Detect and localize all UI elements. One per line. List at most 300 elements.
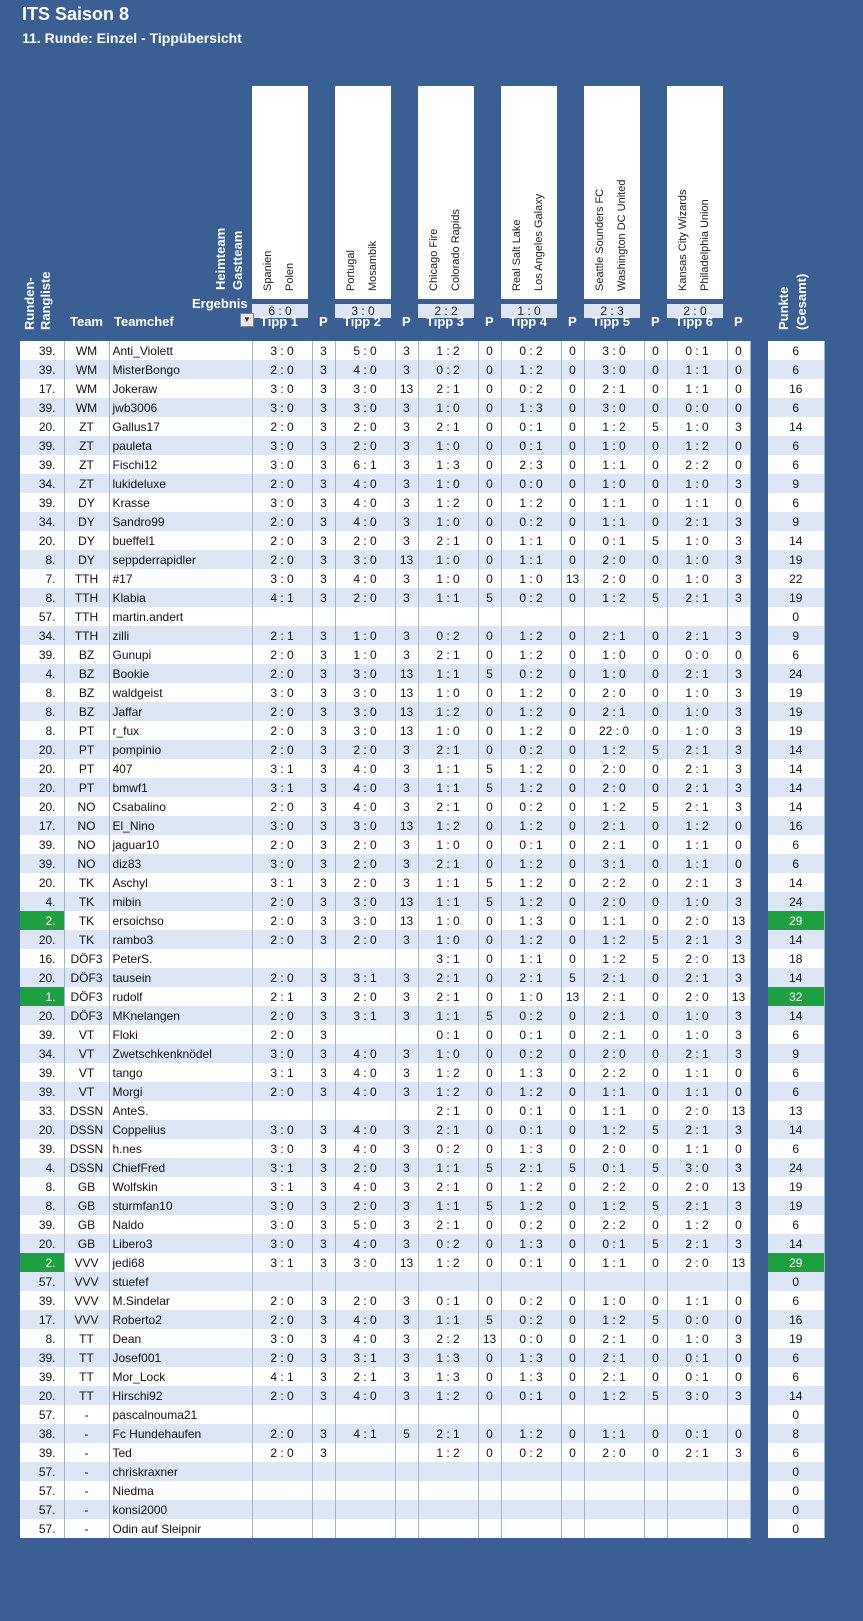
total-points-cell: 14 — [768, 797, 824, 816]
tip-cell: 3 — [312, 512, 335, 531]
total-points-cell: 14 — [768, 1120, 824, 1139]
match-header — [667, 86, 723, 299]
table-row — [20, 550, 824, 569]
table-row — [20, 854, 824, 873]
points-cell: 1 : 3 — [501, 398, 561, 417]
team-cell: GB — [64, 1177, 109, 1196]
table-row — [20, 816, 824, 835]
tip-cell: 3 — [727, 626, 750, 645]
total-points-cell: 14 — [768, 873, 824, 892]
points-cell: 2 : 0 — [252, 1291, 312, 1310]
tip-cell: 0 — [478, 379, 501, 398]
points-cell: 1 : 0 — [335, 626, 395, 645]
tip-cell: 0 — [644, 1424, 667, 1443]
points-cell: 3 : 1 — [335, 968, 395, 987]
points-cell: 1 : 0 — [667, 417, 727, 436]
teamchef-cell: Dean — [109, 1329, 252, 1348]
points-cell: 1 : 2 — [501, 360, 561, 379]
points-cell: 2 : 0 — [252, 512, 312, 531]
points-cell — [252, 1481, 312, 1500]
rank-cell: 8. — [20, 721, 64, 740]
points-cell: 2 : 0 — [335, 873, 395, 892]
tip-cell: 0 — [561, 1367, 584, 1386]
tip-cell: 5 — [644, 930, 667, 949]
tip-column-header: Tipp 1 — [260, 314, 299, 329]
tip-cell: 0 — [644, 493, 667, 512]
points-cell: 1 : 1 — [584, 1082, 644, 1101]
team-cell: - — [64, 1443, 109, 1462]
points-cell: 2 : 1 — [418, 1101, 478, 1120]
points-cell: 1 : 1 — [418, 759, 478, 778]
tip-cell — [644, 1500, 667, 1519]
tip-cell: 3 — [312, 588, 335, 607]
teamchef-cell: rudolf — [109, 987, 252, 1006]
points-cell: 1 : 0 — [667, 721, 727, 740]
tip-cell: 0 — [478, 1215, 501, 1234]
teamchef-cell: ChiefFred — [109, 1158, 252, 1177]
tip-cell: 3 — [395, 835, 418, 854]
points-cell: 0 : 1 — [584, 1158, 644, 1177]
tip-cell: 13 — [395, 683, 418, 702]
home-team: Seattle Sounders FC — [594, 188, 606, 291]
teamchef-cell: Sandro99 — [109, 512, 252, 531]
total-points-cell: 14 — [768, 740, 824, 759]
tip-cell: 5 — [395, 1424, 418, 1443]
tip-cell: 3 — [312, 683, 335, 702]
teamchef-cell: Jaffar — [109, 702, 252, 721]
dropdown-arrow-icon[interactable]: ▼ — [240, 313, 254, 327]
rank-cell: 8. — [20, 702, 64, 721]
tip-cell: 0 — [478, 702, 501, 721]
points-cell: 4 : 0 — [335, 1177, 395, 1196]
points-cell — [584, 1272, 644, 1291]
tip-cell: 3 — [312, 1044, 335, 1063]
tip-cell: 3 — [395, 531, 418, 550]
tip-cell: 3 — [395, 1329, 418, 1348]
tip-cell: 3 — [395, 1139, 418, 1158]
tip-cell: 3 — [727, 1386, 750, 1405]
column-gap — [750, 1386, 768, 1405]
points-cell — [252, 1405, 312, 1424]
tip-cell: 0 — [561, 474, 584, 493]
tip-cell: 3 — [395, 512, 418, 531]
points-cell: 2 : 2 — [418, 1329, 478, 1348]
teamchef-cell: rambo3 — [109, 930, 252, 949]
points-cell: 2 : 1 — [667, 759, 727, 778]
tip-cell: 3 — [312, 759, 335, 778]
total-points-cell: 6 — [768, 1367, 824, 1386]
tip-cell — [312, 1481, 335, 1500]
teamchef-cell: bueffel1 — [109, 531, 252, 550]
points-cell: 1 : 2 — [501, 1082, 561, 1101]
points-cell: 2 : 0 — [667, 1101, 727, 1120]
rank-cell: 20. — [20, 778, 64, 797]
tip-cell: 5 — [478, 1006, 501, 1025]
tip-cell: 13 — [395, 550, 418, 569]
table-row — [20, 1234, 824, 1253]
column-gap — [750, 816, 768, 835]
tip-cell: 3 — [727, 968, 750, 987]
tip-cell: 0 — [561, 759, 584, 778]
tip-cell: 0 — [727, 398, 750, 417]
rank-cell: 20. — [20, 1386, 64, 1405]
points-cell: 2 : 1 — [667, 664, 727, 683]
points-cell: 1 : 2 — [584, 930, 644, 949]
points-cell: 4 : 1 — [335, 1424, 395, 1443]
total-points-cell: 32 — [768, 987, 824, 1006]
tip-cell: 3 — [395, 759, 418, 778]
column-gap — [750, 493, 768, 512]
tip-cell: 0 — [478, 1424, 501, 1443]
tip-cell: 0 — [644, 664, 667, 683]
points-cell: 3 : 0 — [584, 360, 644, 379]
tip-cell: 3 — [727, 417, 750, 436]
teamchef-cell: waldgeist — [109, 683, 252, 702]
tip-cell: 0 — [478, 1386, 501, 1405]
teamchef-cell: Niedma — [109, 1481, 252, 1500]
tip-cell — [644, 1481, 667, 1500]
points-cell: 1 : 2 — [501, 1196, 561, 1215]
column-gap — [750, 740, 768, 759]
team-cell: TK — [64, 930, 109, 949]
points-cell: 3 : 1 — [252, 873, 312, 892]
points-cell: 2 : 0 — [252, 1443, 312, 1462]
points-cell: 4 : 0 — [335, 1139, 395, 1158]
total-points-cell: 14 — [768, 930, 824, 949]
points-cell — [584, 1519, 644, 1538]
points-cell: 2 : 1 — [584, 1367, 644, 1386]
tip-cell: 3 — [312, 645, 335, 664]
match-header — [252, 86, 308, 299]
points-cell: 2 : 0 — [335, 987, 395, 1006]
tip-cell: 13 — [395, 816, 418, 835]
tip-cell: 3 — [395, 778, 418, 797]
rank-cell: 17. — [20, 816, 64, 835]
points-cell: 2 : 0 — [335, 740, 395, 759]
tip-cell — [727, 1481, 750, 1500]
team-cell: BZ — [64, 645, 109, 664]
rank-cell: 20. — [20, 930, 64, 949]
teamchef-cell: jaguar10 — [109, 835, 252, 854]
tip-cell: 3 — [312, 569, 335, 588]
tip-cell: 0 — [478, 968, 501, 987]
points-cell: 0 : 2 — [501, 664, 561, 683]
table-row — [20, 740, 824, 759]
points-cell: 1 : 1 — [501, 531, 561, 550]
tip-cell: 3 — [727, 930, 750, 949]
tip-cell: 5 — [478, 664, 501, 683]
points-cell: 1 : 0 — [501, 569, 561, 588]
points-cell: 2 : 0 — [335, 930, 395, 949]
tip-cell — [395, 1443, 418, 1462]
tip-cell: 0 — [561, 854, 584, 873]
tip-cell: 0 — [478, 1367, 501, 1386]
tip-cell: 0 — [561, 664, 584, 683]
rank-cell: 39. — [20, 645, 64, 664]
teamchef-cell: M.Sindelar — [109, 1291, 252, 1310]
tip-cell: 3 — [727, 1196, 750, 1215]
points-cell: 1 : 1 — [584, 512, 644, 531]
rank-cell: 57. — [20, 1519, 64, 1538]
points-cell: 2 : 2 — [584, 1215, 644, 1234]
tip-cell: 0 — [478, 417, 501, 436]
points-cell: 1 : 0 — [584, 474, 644, 493]
points-cell: 2 : 1 — [418, 1120, 478, 1139]
rank-cell: 57. — [20, 607, 64, 626]
team-cell: TT — [64, 1329, 109, 1348]
rank-cell: 57. — [20, 1405, 64, 1424]
tip-cell: 5 — [644, 588, 667, 607]
tip-cell: 3 — [727, 664, 750, 683]
tip-cell: 3 — [312, 930, 335, 949]
points-cell: 3 : 0 — [584, 341, 644, 360]
team-cell: ZT — [64, 474, 109, 493]
tip-cell: 0 — [561, 1044, 584, 1063]
points-cell: 1 : 2 — [501, 759, 561, 778]
total-points-cell: 14 — [768, 1006, 824, 1025]
column-gap — [750, 1082, 768, 1101]
tip-cell: 3 — [312, 1120, 335, 1139]
points-cell: 1 : 1 — [418, 892, 478, 911]
total-points-cell: 0 — [768, 1272, 824, 1291]
points-cell: 2 : 1 — [418, 740, 478, 759]
teamchef-cell: tango — [109, 1063, 252, 1082]
points-cell — [335, 1519, 395, 1538]
points-cell: 2 : 0 — [667, 1177, 727, 1196]
team-cell: - — [64, 1462, 109, 1481]
tip-cell: 13 — [395, 892, 418, 911]
rank-cell: 20. — [20, 417, 64, 436]
points-cell: 0 : 1 — [501, 1253, 561, 1272]
points-cell: 2 : 0 — [252, 835, 312, 854]
points-cell: 3 : 0 — [335, 816, 395, 835]
tip-cell: 3 — [727, 588, 750, 607]
table-row — [20, 417, 824, 436]
team-cell: TK — [64, 892, 109, 911]
tip-cell: 0 — [644, 1082, 667, 1101]
tip-cell: 0 — [478, 1348, 501, 1367]
table-row — [20, 683, 824, 702]
tip-cell — [312, 1272, 335, 1291]
points-cell: 2 : 1 — [667, 1044, 727, 1063]
table-row — [20, 569, 824, 588]
points-cell: 3 : 1 — [252, 1158, 312, 1177]
points-cell — [335, 1443, 395, 1462]
total-points-cell: 19 — [768, 1196, 824, 1215]
rank-cell: 39. — [20, 1291, 64, 1310]
tip-cell: 3 — [312, 1367, 335, 1386]
teamchef-cell: stuefef — [109, 1272, 252, 1291]
team-cell: TT — [64, 1348, 109, 1367]
tip-cell: 0 — [644, 1443, 667, 1462]
team-cell: DSSN — [64, 1101, 109, 1120]
points-cell: 1 : 1 — [418, 1310, 478, 1329]
points-cell: 2 : 0 — [252, 797, 312, 816]
total-points-cell: 0 — [768, 1481, 824, 1500]
tip-column-header: Tipp 5 — [592, 314, 631, 329]
away-team: Washington DC United — [616, 179, 628, 291]
gastteam-label: Gastteam — [230, 230, 245, 290]
tip-cell: 0 — [478, 721, 501, 740]
points-cell: 1 : 2 — [501, 873, 561, 892]
tip-cell: 3 — [727, 1025, 750, 1044]
points-cell: 0 : 1 — [667, 341, 727, 360]
points-cell: 1 : 2 — [584, 1196, 644, 1215]
tip-column-header: Tipp 4 — [509, 314, 548, 329]
tip-cell: 3 — [395, 1006, 418, 1025]
team-cell: TTH — [64, 607, 109, 626]
tip-cell: 0 — [478, 1291, 501, 1310]
points-cell: 1 : 0 — [418, 512, 478, 531]
points-cell: 0 : 1 — [584, 1234, 644, 1253]
team-cell: DY — [64, 550, 109, 569]
tip-cell — [395, 1025, 418, 1044]
total-points-cell: 6 — [768, 360, 824, 379]
total-points-cell: 16 — [768, 379, 824, 398]
tip-cell: 3 — [395, 1234, 418, 1253]
points-cell: 0 : 2 — [501, 512, 561, 531]
points-cell — [335, 1462, 395, 1481]
points-cell: 1 : 2 — [501, 1177, 561, 1196]
points-cell: 2 : 1 — [667, 1196, 727, 1215]
tip-cell: 0 — [478, 1177, 501, 1196]
points-cell — [501, 1462, 561, 1481]
rank-cell: 34. — [20, 1044, 64, 1063]
tip-cell: 0 — [727, 1063, 750, 1082]
match-header — [584, 86, 640, 299]
points-cell: 0 : 1 — [501, 1120, 561, 1139]
points-cell: 0 : 2 — [501, 1215, 561, 1234]
points-cell: 1 : 0 — [584, 645, 644, 664]
points-cell: 1 : 1 — [667, 835, 727, 854]
teamchef-cell: bmwf1 — [109, 778, 252, 797]
points-cell: 0 : 2 — [418, 1234, 478, 1253]
tip-cell: 0 — [561, 835, 584, 854]
points-cell — [418, 1272, 478, 1291]
points-cell — [335, 1272, 395, 1291]
points-cell: 2 : 0 — [667, 1253, 727, 1272]
tip-cell: 0 — [561, 1025, 584, 1044]
rank-cell: 17. — [20, 379, 64, 398]
points-cell — [584, 607, 644, 626]
tip-cell: 5 — [644, 1158, 667, 1177]
points-cell: 0 : 1 — [667, 1424, 727, 1443]
points-cell: 1 : 2 — [418, 493, 478, 512]
tip-cell — [478, 1519, 501, 1538]
tip-cell: 0 — [561, 1120, 584, 1139]
points-cell: 1 : 0 — [418, 1044, 478, 1063]
tip-cell: 3 — [312, 1348, 335, 1367]
column-gap — [750, 1462, 768, 1481]
points-cell: 3 : 0 — [252, 1234, 312, 1253]
tip-cell: 3 — [395, 1386, 418, 1405]
points-cell: 0 : 1 — [501, 1025, 561, 1044]
tip-cell: 13 — [395, 379, 418, 398]
tip-cell: 0 — [478, 531, 501, 550]
tip-cell: 3 — [727, 1120, 750, 1139]
total-points-cell: 19 — [768, 550, 824, 569]
tip-cell: 3 — [312, 1386, 335, 1405]
tip-cell: 3 — [395, 1348, 418, 1367]
column-gap — [750, 341, 768, 360]
away-team: Colorado Rapids — [450, 209, 462, 291]
tip-cell: 3 — [395, 1367, 418, 1386]
points-cell: 3 : 0 — [252, 1196, 312, 1215]
teamchef-cell: Coppelius — [109, 1120, 252, 1139]
tip-cell: 3 — [395, 1044, 418, 1063]
tip-cell: 0 — [478, 569, 501, 588]
tip-cell: 0 — [644, 626, 667, 645]
away-team: Philadelphia Union — [699, 199, 711, 291]
points-cell: 1 : 1 — [418, 664, 478, 683]
points-cell: 2 : 0 — [252, 360, 312, 379]
points-cell: 4 : 0 — [335, 1386, 395, 1405]
points-cell: 3 : 0 — [252, 1044, 312, 1063]
tip-cell: 0 — [727, 493, 750, 512]
total-points-cell: 29 — [768, 1253, 824, 1272]
points-cell: 1 : 0 — [667, 1025, 727, 1044]
points-cell: 1 : 0 — [418, 569, 478, 588]
points-cell: 2 : 1 — [252, 626, 312, 645]
points-cell: 2 : 0 — [584, 569, 644, 588]
tip-cell: 5 — [644, 740, 667, 759]
points-cell: 1 : 0 — [584, 1291, 644, 1310]
points-cell: 4 : 0 — [335, 1120, 395, 1139]
points-cell: 2 : 1 — [667, 512, 727, 531]
total-points-cell: 6 — [768, 398, 824, 417]
points-cell: 2 : 1 — [501, 968, 561, 987]
column-gap — [750, 1120, 768, 1139]
tip-cell: 3 — [312, 417, 335, 436]
column-gap — [750, 1044, 768, 1063]
tip-cell — [644, 1405, 667, 1424]
points-cell: 2 : 0 — [584, 683, 644, 702]
column-gap — [750, 1006, 768, 1025]
table-row — [20, 721, 824, 740]
teamchef-cell: El_Nino — [109, 816, 252, 835]
teamchef-cell: Mor_Lock — [109, 1367, 252, 1386]
team-cell: NO — [64, 854, 109, 873]
points-cell: 2 : 0 — [252, 474, 312, 493]
points-cell — [584, 1405, 644, 1424]
points-cell: 0 : 1 — [667, 1348, 727, 1367]
points-column-header: P — [568, 314, 577, 329]
points-cell: 2 : 1 — [667, 1234, 727, 1253]
tip-cell — [644, 1519, 667, 1538]
team-cell: DY — [64, 512, 109, 531]
points-cell: 0 : 2 — [501, 588, 561, 607]
team-cell: VT — [64, 1044, 109, 1063]
points-cell: 1 : 2 — [584, 740, 644, 759]
tip-cell — [561, 1519, 584, 1538]
tip-cell: 0 — [727, 360, 750, 379]
team-cell: - — [64, 1405, 109, 1424]
total-points-cell: 6 — [768, 493, 824, 512]
away-team: Los Angeles Galaxy — [533, 193, 545, 291]
team-cell: ZT — [64, 455, 109, 474]
points-cell: 1 : 3 — [418, 1367, 478, 1386]
match-result: 2 : 2 — [418, 304, 474, 318]
tip-cell: 13 — [395, 1253, 418, 1272]
points-cell: 2 : 0 — [252, 531, 312, 550]
rank-cell: 39. — [20, 1025, 64, 1044]
home-team: Spanien — [262, 250, 274, 291]
rank-cell: 20. — [20, 797, 64, 816]
table-row — [20, 930, 824, 949]
points-cell: 2 : 1 — [584, 1025, 644, 1044]
total-points-cell: 19 — [768, 683, 824, 702]
table-row — [20, 892, 824, 911]
